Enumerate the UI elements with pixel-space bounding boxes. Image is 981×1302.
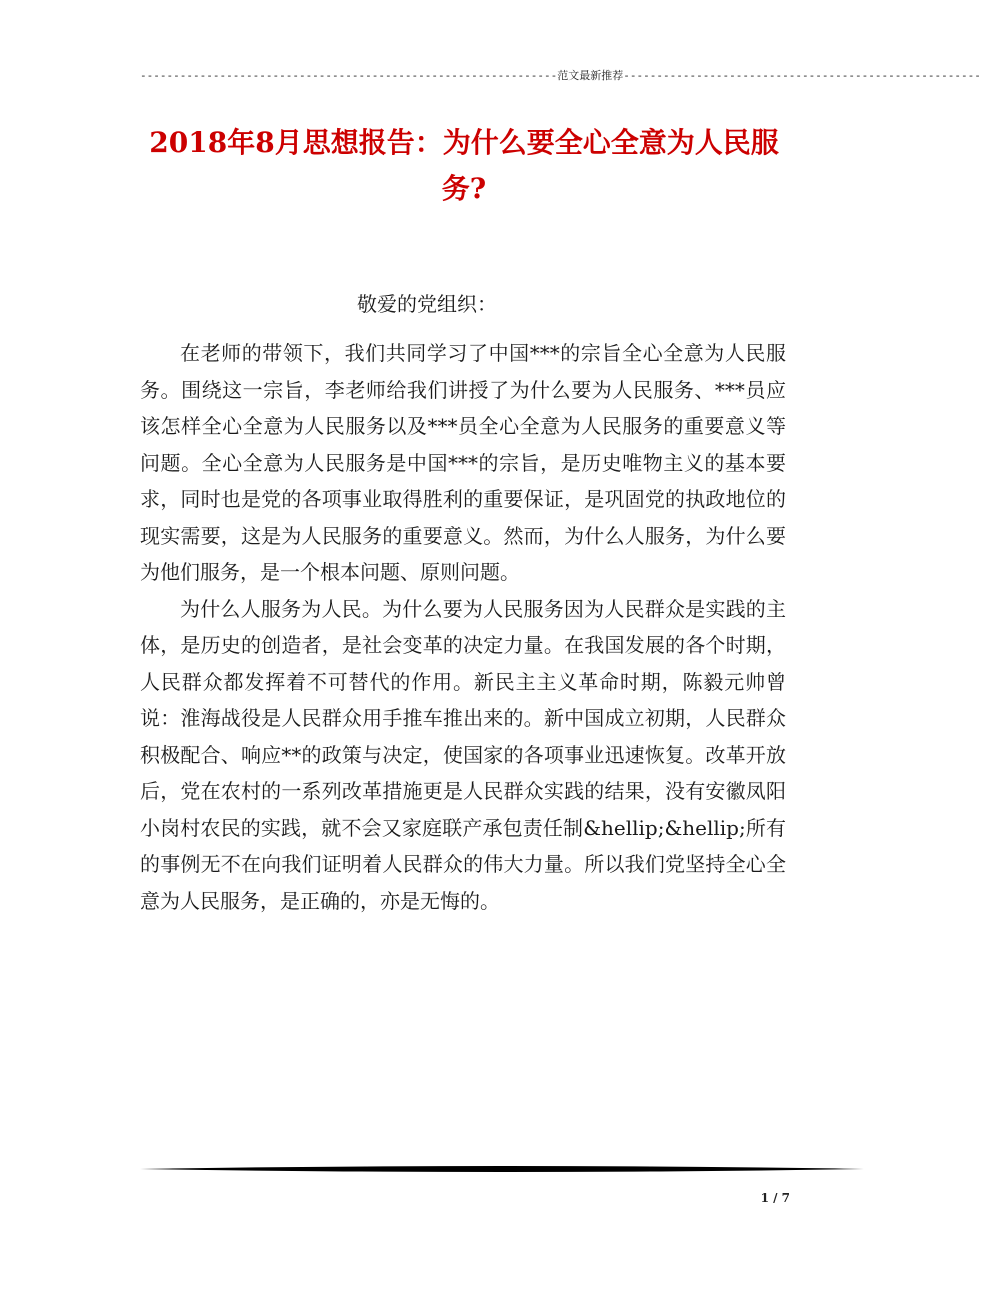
header-banner: ---------------------------------------------------------------范文最新推荐------------------------------------------------------ [140, 69, 981, 82]
salutation: 敬爱的党组织： [357, 292, 497, 316]
page-number: 1 / 7 [760, 1191, 790, 1205]
document-title: 2018年8月思想报告：为什么要全心全意为人民服务? [149, 126, 779, 205]
footer-rule [140, 1164, 864, 1174]
paragraph-2: 为什么人服务为人民。为什么要为人民服务因为人民群众是实践的主体，是历史的创造者，是社会变革的决定力量。在我国发展的各个时期，人民群众都发挥着不可替代的作用。新民主主义革命时期，陈毅元帅曾说：淮海战役是人民群众用手推车推出来的。新中国成立初期，人民群众积极配合、响应**的政策与决定，使国家的各项事业迅速恢复。改革开放后，党在农村的一系列改革措施更是人民群众实践的结果，没有安徽凤阳小岗村农民的实践，就不会又家庭联产承包责任制&hellip;&hellip;所有的事例无不在向我们证明着人民群众的伟大力量。所以我们党坚持全心全意为人民服务，是正确的，亦是无悔的。 [140, 596, 786, 913]
paragraph-1: 在老师的带领下，我们共同学习了中国***的宗旨全心全意为人民服务。围绕这一宗旨，李老师给我们讲授了为什么要为人民服务、***员应该怎样全心全意为人民服务以及***员全心全意为人民服务的重要意义等问题。全心全意为人民服务是中国***的宗旨，是历史唯物主义的基本要求，同时也是党的各项事业取得胜利的重要保证，是巩固党的执政地位的现实需要，这是为人民服务的重要意义。然而，为什么人服务，为什么要为他们服务，是一个根本问题、原则问题。 [140, 341, 786, 584]
document-body [140, 335, 786, 919]
